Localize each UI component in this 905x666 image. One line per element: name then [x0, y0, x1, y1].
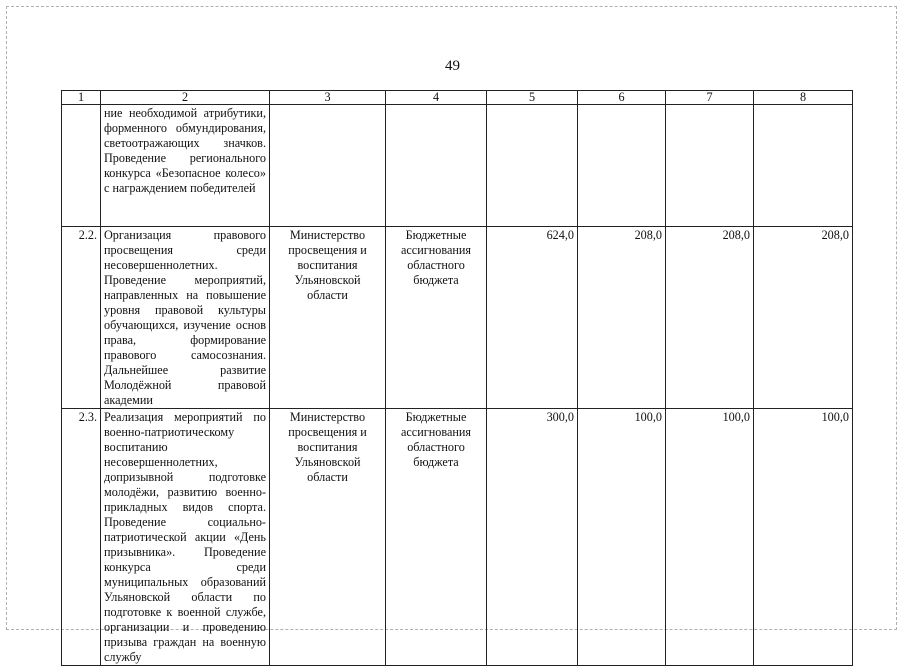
- row-description: Реализация мероприятий по военно-патриотическому воспитанию несовершеннолетних, допризывной подготовке молодёжи, развитию военно-прикладных видов спорта. Проведение социально-патриотической акции «День призывника». Проведение конкурса среди муниципальных образований Ульяновской области по подготовке к военной службе, организации и проведению призыва граждан на военную службу: [101, 409, 270, 666]
- header-col-4: 4: [386, 91, 487, 105]
- row-funding-source: Бюджетные ассигнования областного бюджета: [386, 227, 487, 409]
- table-row: [62, 409, 853, 666]
- header-col-1: 1: [62, 91, 101, 105]
- row-year-3: 208,0: [754, 227, 853, 409]
- table-row: [62, 227, 853, 409]
- row-funding-source: [386, 105, 487, 227]
- row-executor: Министерство просвещения и воспитания Ульяновской области: [270, 227, 386, 409]
- header-col-8: 8: [754, 91, 853, 105]
- header-col-6: 6: [578, 91, 666, 105]
- row-number: 2.2.: [62, 227, 101, 409]
- row-total: 624,0: [487, 227, 578, 409]
- row-funding-source: Бюджетные ассигнования областного бюджета: [386, 409, 487, 666]
- row-year-2: [666, 105, 754, 227]
- row-year-1: 100,0: [578, 409, 666, 666]
- row-year-2: 208,0: [666, 227, 754, 409]
- row-description: Организация правового просвещения среди несовершеннолетних. Проведение мероприятий, направленных на повышение уровня правовой культуры обучающихся, изучение основ права, формирование правового самосознания. Дальнейшее развитие Молодёжной правовой академии: [101, 227, 270, 409]
- row-executor: [270, 105, 386, 227]
- row-total: [487, 105, 578, 227]
- row-total: 300,0: [487, 409, 578, 666]
- row-description: ние необходимой атрибутики, форменного обмундирования, светоотражающих значков. Проведение регионального конкурса «Безопасное колесо» с награждением победителей: [101, 105, 270, 227]
- row-year-3: [754, 105, 853, 227]
- row-year-2: 100,0: [666, 409, 754, 666]
- row-number: 2.3.: [62, 409, 101, 666]
- header-col-7: 7: [666, 91, 754, 105]
- row-year-1: [578, 105, 666, 227]
- row-year-3: 100,0: [754, 409, 853, 666]
- header-row: [62, 91, 853, 105]
- row-executor: Министерство просвещения и воспитания Ульяновской области: [270, 409, 386, 666]
- row-number: [62, 105, 101, 227]
- header-col-3: 3: [270, 91, 386, 105]
- row-year-1: 208,0: [578, 227, 666, 409]
- page-number: 49: [445, 58, 460, 74]
- table-row: [62, 105, 853, 227]
- measures-table: [61, 90, 853, 666]
- header-col-2: 2: [101, 91, 270, 105]
- header-col-5: 5: [487, 91, 578, 105]
